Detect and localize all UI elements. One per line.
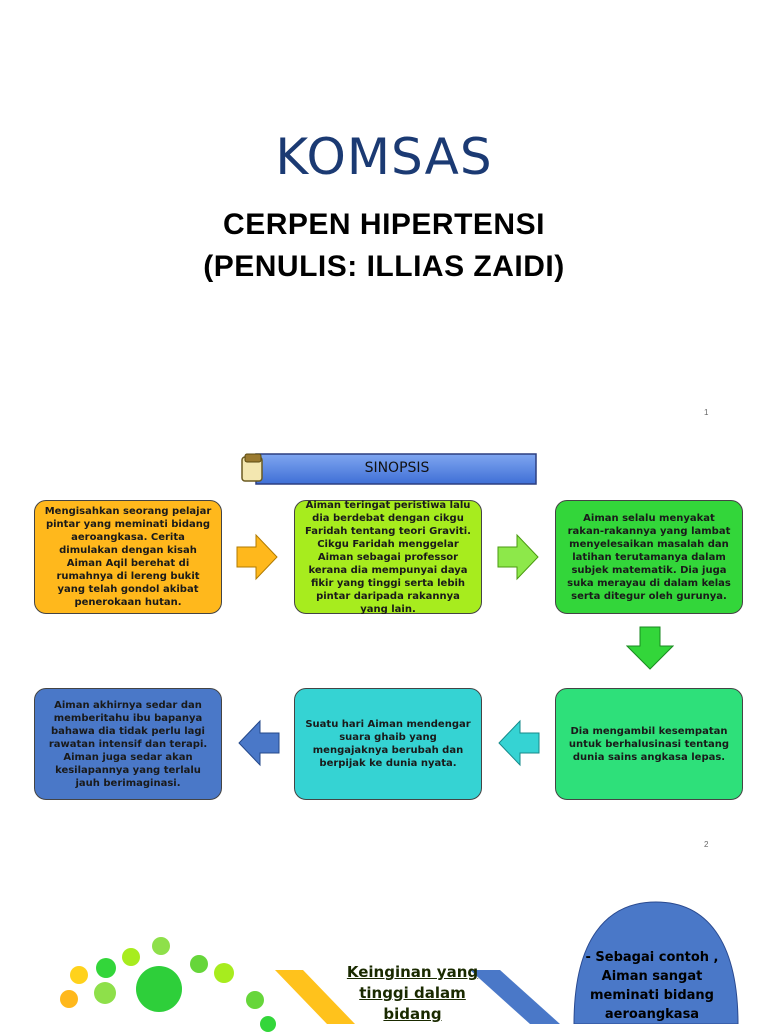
title-slide bbox=[0, 0, 768, 395]
arrow-left-2 bbox=[238, 719, 280, 767]
scroll-icon bbox=[242, 454, 262, 481]
slide-title: KOMSAS bbox=[275, 128, 493, 186]
dot bbox=[214, 963, 234, 983]
yellow-connector bbox=[275, 970, 355, 1024]
dot bbox=[94, 982, 116, 1004]
blue-connector bbox=[470, 970, 560, 1024]
theme-heading: Keinginan yang tinggi dalam bidang bbox=[346, 963, 479, 1023]
dot bbox=[246, 991, 264, 1009]
page-number-1: 1 bbox=[704, 408, 709, 417]
dot bbox=[96, 958, 116, 978]
dot bbox=[70, 966, 88, 984]
arrow-left-1 bbox=[498, 719, 540, 767]
page-number-2: 2 bbox=[704, 840, 709, 849]
synopsis-box-3: Aiman selalu menyakat rakan-rakannya yang lambat menyelesaikan masalah dan latihan terutamanya dalam subjek matematik. Dia juga suka merayau di dalam kelas serta ditegur oleh gurunya. bbox=[555, 500, 743, 614]
author-line: (PENULIS: ILLIAS ZAIDI) bbox=[203, 250, 565, 283]
synopsis-box-4: Dia mengambil kesempatan untuk berhalusinasi tentang dunia sains angkasa lepas. bbox=[555, 688, 743, 800]
dot bbox=[60, 990, 78, 1008]
arrow-right-1 bbox=[236, 533, 278, 581]
dot bbox=[136, 966, 182, 1012]
example-text: - Sebagai contoh , Aiman sangat meminati bidang aeroangkasa bbox=[585, 950, 719, 1022]
dot bbox=[260, 1016, 276, 1032]
arrow-down bbox=[626, 626, 674, 670]
dot bbox=[122, 948, 140, 966]
dot bbox=[152, 937, 170, 955]
arrow-right-2 bbox=[497, 533, 539, 581]
synopsis-box-6: Aiman akhirnya sedar dan memberitahu ibu bapanya bahawa dia tidak perlu lagi rawatan intensif dan terapi. Aiman juga sedar akan kesilapannya yang terlalu jauh berimaginasi. bbox=[34, 688, 222, 800]
story-title: CERPEN HIPERTENSI bbox=[223, 208, 545, 241]
synopsis-heading: SINOPSIS bbox=[364, 460, 430, 476]
synopsis-box-1: Mengisahkan seorang pelajar pintar yang meminati bidang aeroangkasa. Cerita dimulakan dengan kisah Aiman Aqil berehat di rumahnya di lereng bukit yang telah gondol akibat penerokaan hutan. bbox=[34, 500, 222, 614]
synopsis-box-2: Aiman teringat peristiwa lalu dia berdebat dengan cikgu Faridah tentang teori Graviti. Cikgu Faridah menggelar Aiman sebagai professor kerana dia mempunyai daya fikir yang tinggi serta lebih pintar daripada rakannya yang lain. bbox=[294, 500, 482, 614]
synopsis-box-5: Suatu hari Aiman mendengar suara ghaib yang mengajaknya berubah dan berpijak ke dunia nyata. bbox=[294, 688, 482, 800]
dot bbox=[190, 955, 208, 973]
